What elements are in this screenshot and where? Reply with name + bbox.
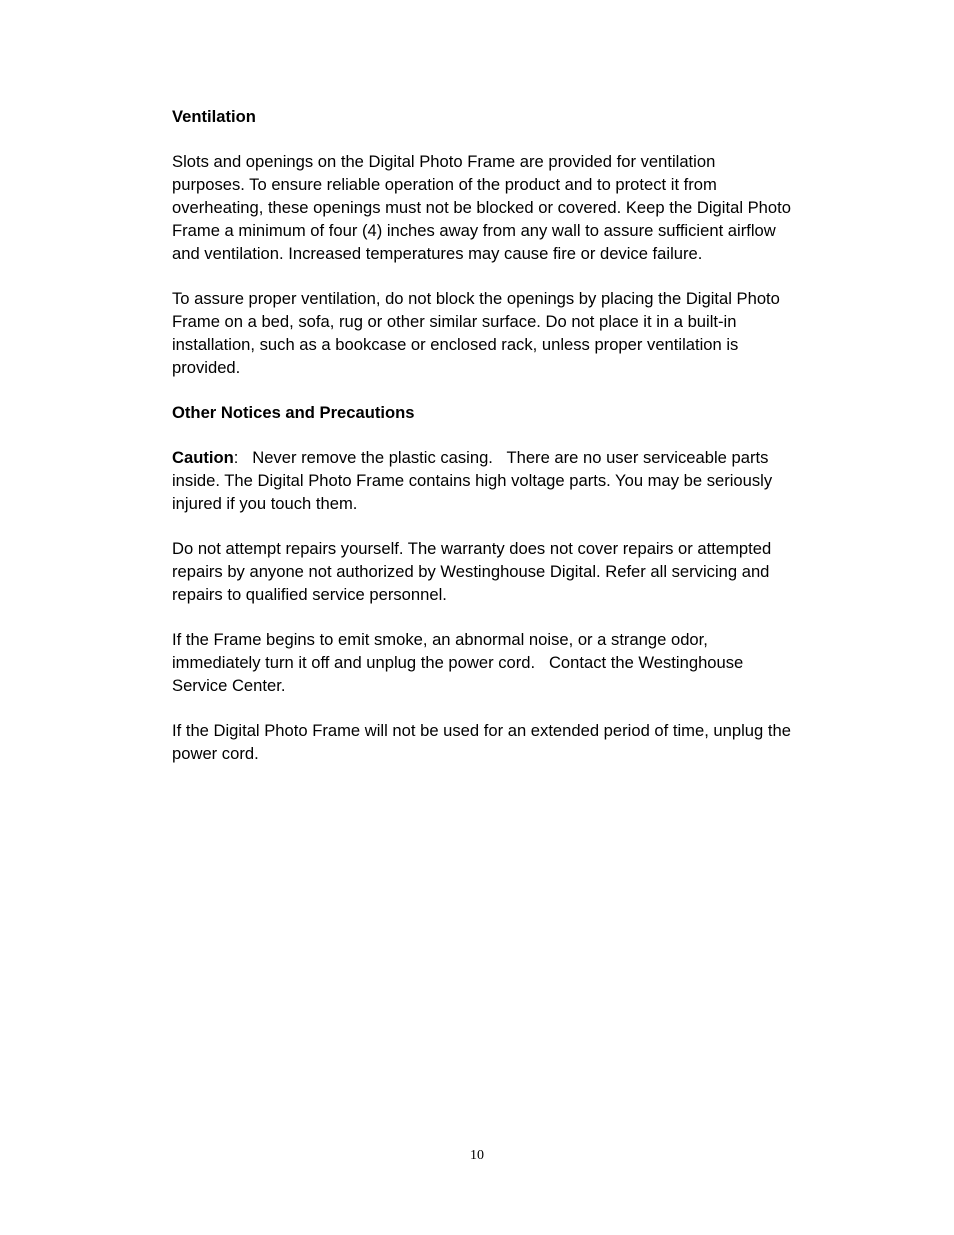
page-number: 10 — [470, 1148, 484, 1163]
repairs-paragraph: Do not attempt repairs yourself. The warranty does not cover repairs or attempted repairs by anyone not authorized by Westinghouse Digital. Refer all servicing and repairs to qualified service personnel. — [172, 539, 772, 604]
smoke-paragraph: If the Frame begins to emit smoke, an abnormal noise, or a strange odor, immediately turn it off and unplug the power cord. Contact the Westinghouse Service Center. — [172, 630, 744, 695]
notices-heading: Other Notices and Precautions — [172, 403, 415, 422]
document-body — [172, 105, 792, 787]
ventilation-heading: Ventilation — [172, 107, 256, 126]
ventilation-paragraph-1: Slots and openings on the Digital Photo Frame are provided for ventilation purposes. To ensure reliable operation of the product and to protect it from overheating, these openings must not be blocked or covered. Keep the Digital Photo Frame a minimum of four (4) inches away from any wall to assure sufficient airflow and ventilation. Increased temperatures may cause fire or device failure. — [172, 152, 791, 263]
unplug-paragraph: If the Digital Photo Frame will not be used for an extended period of time, unplug the power cord. — [172, 721, 791, 763]
ventilation-paragraph-2: To assure proper ventilation, do not block the openings by placing the Digital Photo Frame on a bed, sofa, rug or other similar surface. Do not place it in a built-in installation, such as a bookcase or enclosed rack, unless proper ventilation is provided. — [172, 289, 780, 377]
caution-text: : Never remove the plastic casing. There are no user serviceable parts inside. The Digital Photo Frame contains high voltage parts. You may be seriously injured if you touch them. — [172, 448, 773, 513]
caution-paragraph — [172, 446, 792, 515]
caution-label: Caution — [172, 448, 234, 467]
